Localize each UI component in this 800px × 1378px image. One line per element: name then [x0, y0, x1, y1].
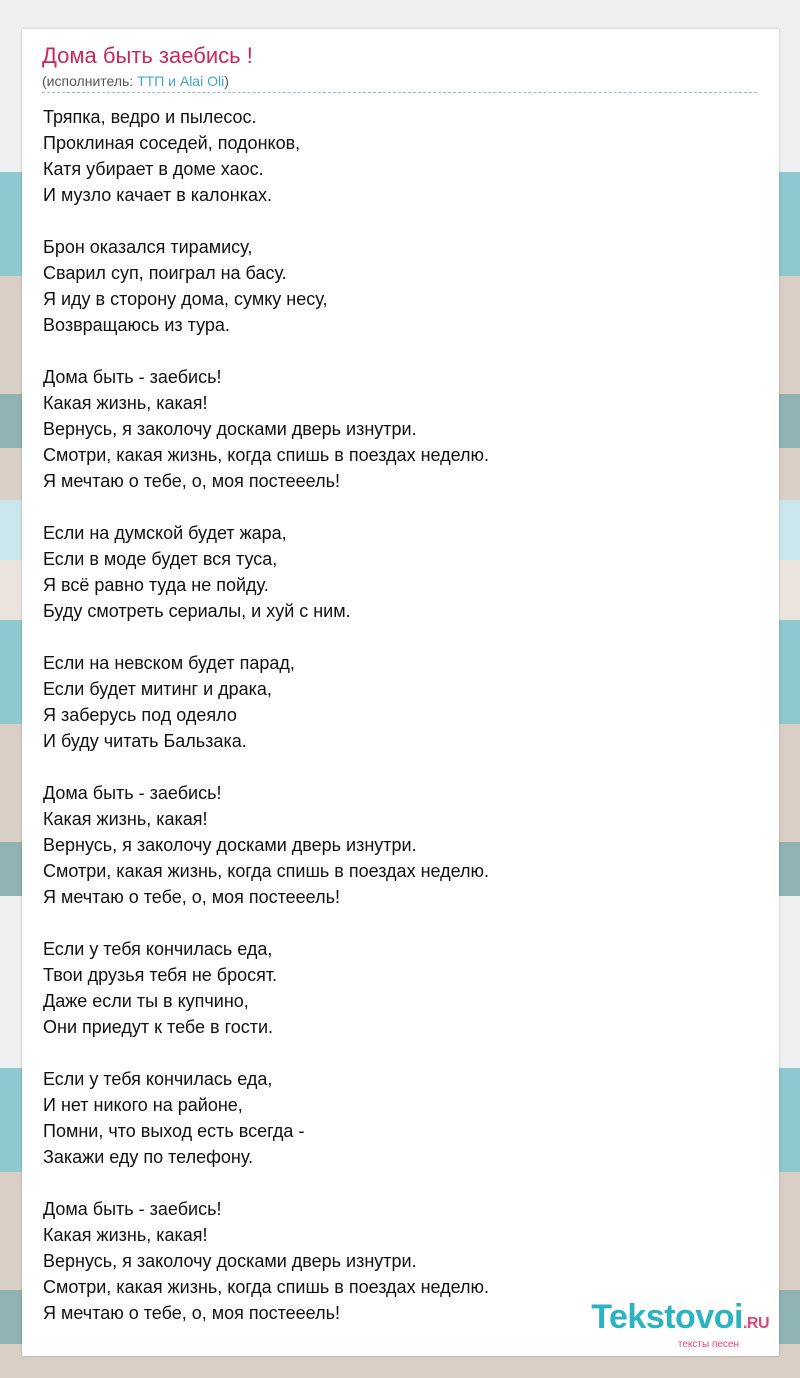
logo-brand-text: Tekstovoi [591, 1298, 743, 1336]
lyric-line: Если на невском будет парад, [43, 653, 295, 673]
lyric-line: Твои друзья тебя не бросят. [43, 965, 278, 985]
lyric-line: Тряпка, ведро и пылесос. [43, 107, 257, 127]
stanza [43, 520, 489, 624]
lyric-line: Вернусь, я заколочу досками дверь изнутри. [43, 1251, 417, 1271]
lyric-line: Вернусь, я заколочу досками дверь изнутри. [43, 835, 417, 855]
lyric-line: Я иду в сторону дома, сумку несу, [43, 289, 328, 309]
stanza [43, 364, 489, 494]
lyric-line: Какая жизнь, какая! [43, 1225, 208, 1245]
stanza [43, 650, 489, 754]
lyric-line: Если у тебя кончилась еда, [43, 939, 273, 959]
artist-byline [42, 73, 229, 89]
artist-link[interactable]: ТТП и Alai Oli [137, 73, 225, 89]
lyrics-text [43, 104, 489, 1352]
lyric-line: Если будет митинг и драка, [43, 679, 272, 699]
lyric-line: Если на думской будет жара, [43, 523, 287, 543]
stanza [43, 936, 489, 1040]
title-divider [42, 92, 757, 93]
lyric-line: Какая жизнь, какая! [43, 809, 208, 829]
lyric-line: Я заберусь под одеяло [43, 705, 237, 725]
site-logo[interactable] [591, 1300, 769, 1350]
lyric-line: Помни, что выход есть всегда - [43, 1121, 305, 1141]
lyric-line: Дома быть - заебись! [43, 1199, 222, 1219]
lyric-line: Возвращаюсь из тура. [43, 315, 230, 335]
lyric-line: Я мечтаю о тебе, о, моя постееель! [43, 471, 340, 491]
stanza [43, 1066, 489, 1170]
lyric-line: И буду читать Бальзака. [43, 731, 247, 751]
lyric-line: Я мечтаю о тебе, о, моя постееель! [43, 887, 340, 907]
lyric-line: Закажи еду по телефону. [43, 1147, 254, 1167]
lyric-line: Смотри, какая жизнь, когда спишь в поездах неделю. [43, 445, 490, 465]
lyric-line: Я мечтаю о тебе, о, моя постееель! [43, 1303, 340, 1323]
lyric-line: Дома быть - заебись! [43, 783, 222, 803]
lyric-line: Сварил суп, поиграл на басу. [43, 263, 287, 283]
lyric-line: Если в моде будет вся туса, [43, 549, 278, 569]
song-title: Дома быть заебись ! [42, 43, 253, 68]
byline-suffix: ) [224, 73, 229, 89]
logo-brand [591, 1300, 769, 1341]
lyric-line: Вернусь, я заколочу досками дверь изнутри. [43, 419, 417, 439]
lyric-line: И нет никого на районе, [43, 1095, 243, 1115]
stanza [43, 104, 489, 208]
lyric-line: Смотри, какая жизнь, когда спишь в поездах неделю. [43, 1277, 490, 1297]
logo-tagline: тексты песен [677, 1339, 739, 1350]
lyric-line: Проклиная соседей, подонков, [43, 133, 301, 153]
lyric-line: Я всё равно туда не пойду. [43, 575, 269, 595]
lyric-line: Смотри, какая жизнь, когда спишь в поездах неделю. [43, 861, 490, 881]
lyric-line: И музло качает в калонках. [43, 185, 272, 205]
lyric-line: Дома быть - заебись! [43, 367, 222, 387]
lyric-line: Катя убирает в доме хаос. [43, 159, 264, 179]
stanza [43, 1196, 489, 1326]
lyric-line: Брон оказался тирамису, [43, 237, 253, 257]
lyric-line: Даже если ты в купчино, [43, 991, 249, 1011]
stanza [43, 780, 489, 910]
lyric-line: Они приедут к тебе в гости. [43, 1017, 274, 1037]
lyrics-card [22, 29, 779, 1356]
lyric-line: Буду смотреть сериалы, и хуй с ним. [43, 601, 351, 621]
lyric-line: Если у тебя кончилась еда, [43, 1069, 273, 1089]
stanza [43, 234, 489, 338]
byline-prefix: (исполнитель: [42, 73, 138, 89]
lyric-line: Какая жизнь, какая! [43, 393, 208, 413]
logo-tld: .RU [742, 1315, 769, 1332]
